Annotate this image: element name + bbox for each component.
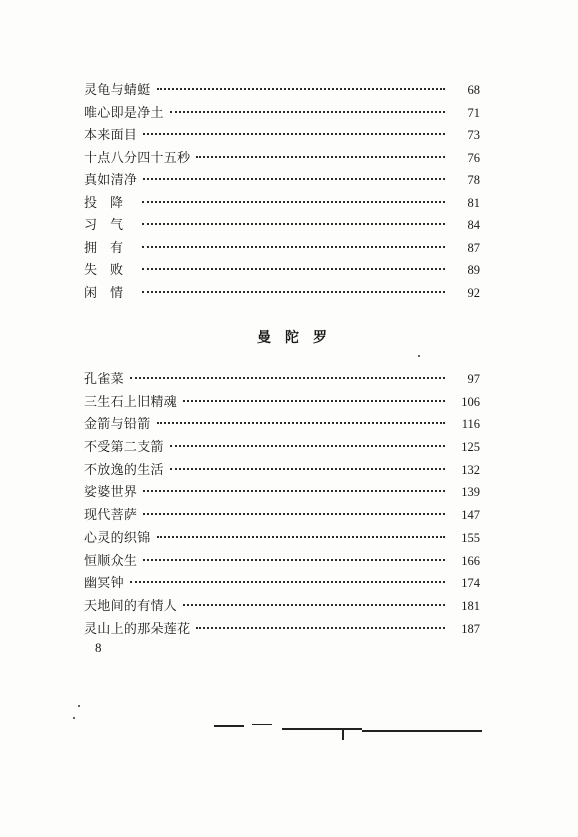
toc-entry-title: 失败 (84, 263, 137, 278)
toc-entry[interactable] (84, 368, 480, 391)
toc-entry-title: 投降 (84, 195, 137, 211)
toc-entry-title: 习气 (84, 218, 137, 233)
toc-entry[interactable] (84, 413, 480, 436)
toc-entry[interactable] (84, 282, 480, 305)
toc-entry-page: 174 (461, 576, 480, 591)
dot-leader (183, 604, 445, 606)
scan-line (282, 728, 362, 730)
toc-entry-page: 147 (461, 508, 480, 523)
toc-entry-page: 155 (461, 530, 480, 545)
scan-line (252, 724, 272, 725)
toc-entry-page: 76 (467, 150, 480, 165)
toc-entry-page: 87 (467, 240, 480, 255)
toc-section-one (84, 79, 480, 304)
page-number: 8 (95, 640, 102, 655)
toc-entry-page: 92 (467, 285, 480, 300)
dot-leader (143, 559, 445, 561)
scan-speck (78, 705, 80, 707)
dot-leader (170, 445, 445, 447)
toc-entry-page: 116 (461, 417, 480, 432)
toc-entry[interactable] (84, 572, 480, 595)
toc-entry[interactable] (84, 436, 480, 459)
toc-entry[interactable] (84, 147, 480, 170)
toc-entry-title: 拥有 (84, 240, 137, 256)
dot-leader (142, 246, 445, 248)
dot-leader (142, 291, 445, 293)
toc-entry-page: 132 (461, 462, 480, 477)
scan-line (214, 725, 244, 727)
toc-section-two (84, 368, 480, 640)
toc-entry-title: 三生石上旧精魂 (84, 394, 178, 410)
toc-entry[interactable] (84, 618, 480, 641)
toc-entry-title: 天地间的有情人 (84, 598, 178, 614)
toc-entry-page: 81 (467, 195, 480, 210)
toc-entry[interactable] (84, 79, 480, 102)
toc-entry[interactable] (84, 102, 480, 125)
toc-entry[interactable] (84, 169, 480, 192)
toc-entry-title: 金箭与铅箭 (84, 417, 151, 433)
scan-speck (418, 355, 420, 357)
dot-leader (143, 490, 445, 492)
dot-leader (170, 468, 445, 470)
dot-leader (183, 400, 445, 402)
scan-line (362, 730, 482, 732)
dot-leader (142, 201, 445, 203)
toc-entry-title: 心灵的织锦 (84, 530, 151, 546)
toc-entry[interactable] (84, 550, 480, 573)
toc-entry[interactable] (84, 527, 480, 550)
toc-entry-title: 现代菩萨 (84, 508, 138, 524)
toc-entry-page: 187 (461, 621, 480, 636)
toc-entry[interactable] (84, 192, 480, 215)
dot-leader (157, 422, 445, 424)
toc-entry[interactable] (84, 595, 480, 618)
toc-entry-page: 68 (467, 83, 480, 97)
dot-leader (196, 627, 445, 629)
toc-entry-title: 真如清净 (84, 173, 138, 188)
dot-leader (170, 111, 445, 113)
toc-entry[interactable] (84, 124, 480, 147)
toc-entry-page: 181 (461, 598, 480, 613)
scan-speck (73, 717, 75, 719)
dot-leader (143, 133, 445, 135)
toc-entry-title: 不放逸的生活 (84, 462, 164, 478)
toc-entry-page: 106 (461, 394, 480, 409)
toc-entry[interactable] (84, 459, 480, 482)
toc-entry-title: 幽冥钟 (84, 576, 124, 592)
toc-entry-title: 孔雀菜 (84, 372, 124, 387)
toc-entry-title: 灵山上的那朵莲花 (84, 621, 191, 637)
toc-entry-page: 84 (467, 218, 480, 232)
toc-entry[interactable] (84, 259, 480, 282)
toc-entry-title: 闲情 (84, 285, 137, 301)
dot-leader (157, 88, 445, 90)
toc-entry-page: 78 (467, 173, 480, 187)
dot-leader (130, 581, 445, 583)
toc-entry-page: 166 (461, 553, 480, 568)
toc-entry-page: 89 (467, 263, 480, 277)
dot-leader (143, 178, 445, 180)
toc-entry[interactable] (84, 391, 480, 414)
toc-entry[interactable] (84, 504, 480, 527)
toc-entry-page: 97 (467, 372, 480, 386)
toc-entry-title: 十点八分四十五秒 (84, 150, 191, 166)
toc-entry-title: 唯心即是净土 (84, 105, 164, 121)
toc-entry-page: 139 (461, 485, 480, 500)
toc-entry[interactable] (84, 214, 480, 237)
dot-leader (196, 156, 445, 158)
dot-leader (130, 377, 445, 379)
toc-entry-page: 125 (461, 440, 480, 455)
scan-line (342, 728, 344, 740)
toc-entry-title: 恒顺众生 (84, 553, 138, 569)
toc-entry-title: 不受第二支箭 (84, 440, 164, 456)
dot-leader (143, 513, 445, 515)
dot-leader (142, 223, 445, 225)
section-heading: 曼陀罗 (257, 330, 341, 346)
toc-entry[interactable] (84, 481, 480, 504)
toc-entry-page: 73 (467, 128, 480, 142)
toc-entry[interactable] (84, 237, 480, 260)
toc-entry-title: 灵龟与蜻蜓 (84, 83, 151, 98)
dot-leader (157, 536, 445, 538)
toc-entry-title: 本来面目 (84, 128, 138, 143)
toc-entry-title: 娑婆世界 (84, 485, 138, 501)
toc-entry-page: 71 (467, 105, 480, 120)
dot-leader (142, 268, 445, 270)
